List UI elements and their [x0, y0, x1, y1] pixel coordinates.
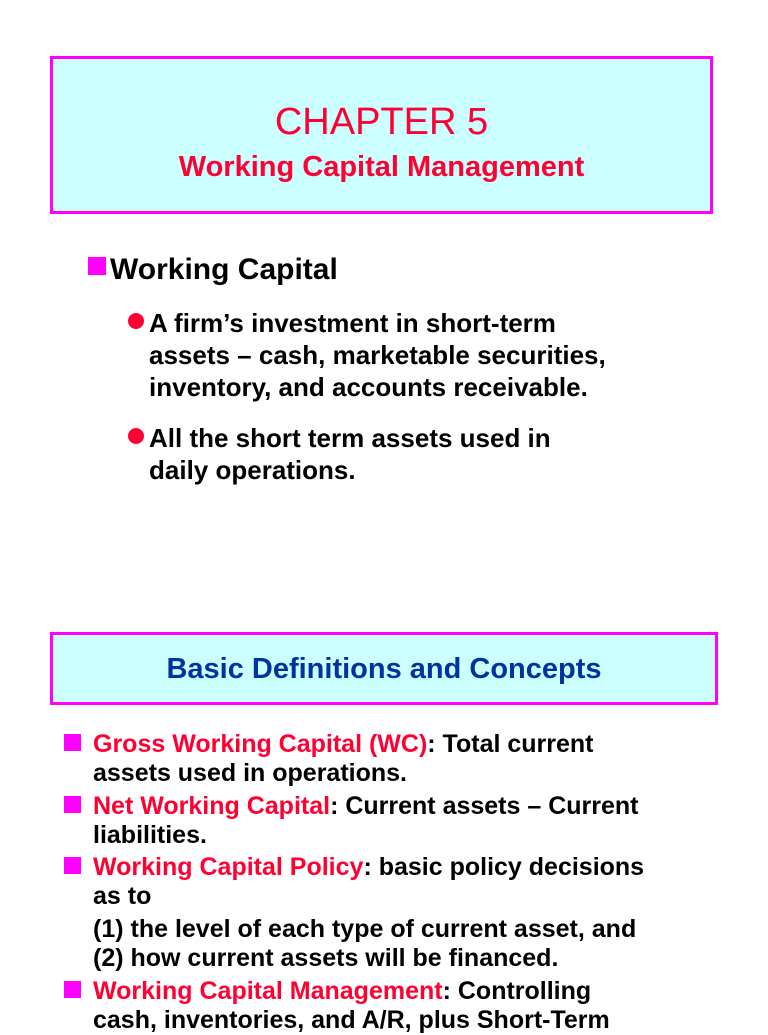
definition-gross-working-capital	[64, 730, 754, 788]
round-bullet-icon	[128, 313, 144, 329]
definition-text-cont: assets used in operations.	[93, 759, 407, 787]
definition-term: Gross Working Capital (WC)	[93, 730, 428, 758]
working-capital-heading	[88, 252, 338, 288]
definition-text: : Total current	[427, 730, 594, 758]
definition-net-working-capital	[64, 792, 754, 850]
point-1-line-2: assets – cash, marketable securities,	[149, 340, 606, 370]
point-1-line-3: inventory, and accounts receivable.	[149, 372, 588, 402]
chapter-number: CHAPTER 5	[274, 101, 489, 143]
square-bullet-icon	[64, 857, 81, 874]
chapter-subtitle: Working Capital Management	[178, 151, 585, 183]
working-capital-heading-text: Working Capital	[110, 253, 338, 286]
square-bullet-icon	[64, 981, 81, 998]
definition-term: Working Capital Policy	[93, 853, 364, 881]
working-capital-point-2	[128, 422, 708, 486]
policy-sub-line-1: (1) the level of each type of current asset, and	[93, 915, 637, 943]
definition-text-cont: liabilities.	[93, 821, 207, 849]
definition-text-cont: as to	[93, 882, 152, 910]
square-bullet-icon	[64, 734, 81, 751]
definition-working-capital-policy	[64, 853, 754, 911]
definitions-title-box	[50, 632, 718, 705]
point-2-line-2: daily operations.	[149, 455, 356, 485]
round-bullet-icon	[128, 428, 144, 444]
definition-term: Working Capital Management	[93, 977, 443, 1005]
definition-text-cont: cash, inventories, and A/R, plus Short-Term	[93, 1006, 610, 1034]
definition-text: : Controlling	[442, 977, 592, 1005]
policy-sub-line-2: (2) how current assets will be financed.	[93, 944, 559, 972]
point-2-line-1: All the short term assets used in	[149, 423, 551, 453]
square-bullet-icon	[88, 257, 106, 275]
definition-working-capital-management	[64, 977, 754, 1035]
definition-term: Net Working Capital	[93, 792, 331, 820]
definition-text: : Current assets – Current	[330, 792, 639, 820]
working-capital-point-1	[128, 307, 708, 403]
point-1-line-1: A firm’s investment in short-term	[149, 308, 556, 338]
definition-text: : basic policy decisions	[363, 853, 645, 881]
definitions-title: Basic Definitions and Concepts	[166, 653, 602, 685]
chapter-title-box	[50, 56, 713, 214]
square-bullet-icon	[64, 796, 81, 813]
